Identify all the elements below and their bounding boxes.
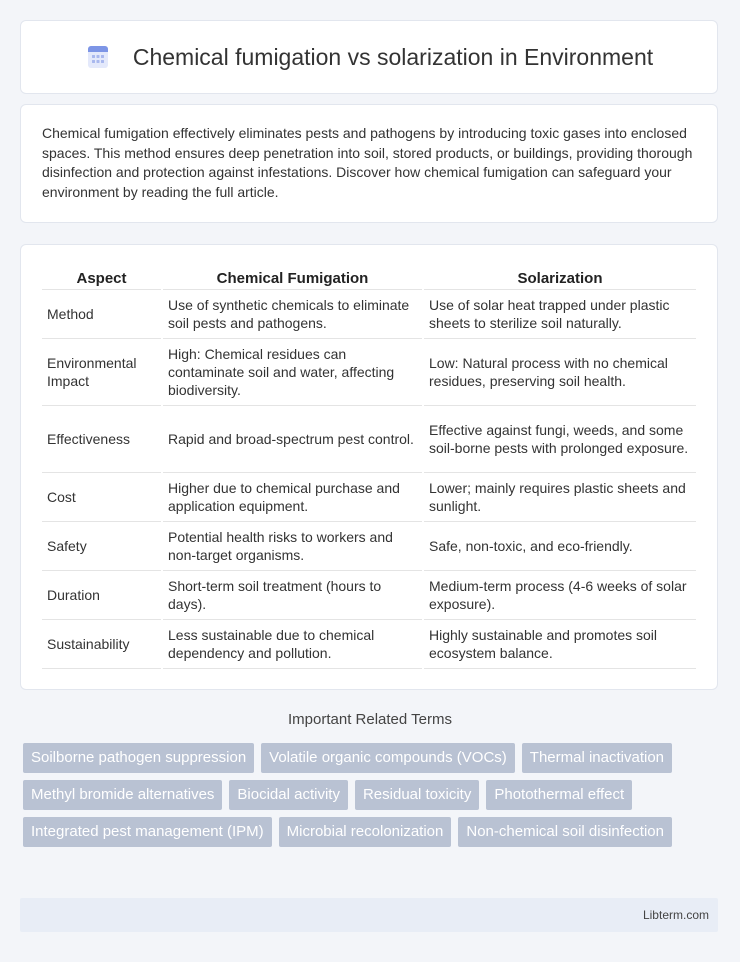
table-cell: Duration	[42, 571, 161, 620]
comparison-table	[40, 267, 698, 669]
related-terms-list	[23, 743, 723, 847]
table-header-row	[42, 267, 696, 290]
table-cell: Cost	[42, 473, 161, 522]
header-chemical-fumigation: Chemical Fumigation	[163, 267, 422, 290]
table-row	[42, 620, 696, 669]
comparison-card	[20, 244, 718, 690]
table-cell: Low: Natural process with no chemical residues, preserving soil health.	[424, 339, 696, 406]
page-title: Chemical fumigation vs solarization in Environment	[132, 43, 654, 70]
header-card	[20, 20, 718, 94]
intro-card	[20, 104, 718, 223]
related-term-tag[interactable]: Thermal inactivation	[522, 743, 672, 773]
table-cell: Safety	[42, 522, 161, 571]
table-row	[42, 339, 696, 406]
header-aspect: Aspect	[42, 267, 161, 290]
related-terms-title: Important Related Terms	[288, 711, 452, 728]
footer-brand-link[interactable]: Libterm.com	[642, 908, 709, 922]
table-cell: Use of synthetic chemicals to eliminate soil pests and pathogens.	[163, 290, 422, 339]
table-cell: Higher due to chemical purchase and application equipment.	[163, 473, 422, 522]
document-icon	[85, 44, 111, 70]
table-cell: Environmental Impact	[42, 339, 161, 406]
related-term-tag[interactable]: Microbial recolonization	[279, 817, 452, 847]
table-cell: Use of solar heat trapped under plastic sheets to sterilize soil naturally.	[424, 290, 696, 339]
table-row	[42, 406, 696, 473]
table-cell: Less sustainable due to chemical dependency and pollution.	[163, 620, 422, 669]
table-cell: Sustainability	[42, 620, 161, 669]
table-cell: Safe, non-toxic, and eco-friendly.	[424, 522, 696, 571]
table-cell: Potential health risks to workers and non-target organisms.	[163, 522, 422, 571]
table-row	[42, 290, 696, 339]
table-cell: Rapid and broad-spectrum pest control.	[163, 406, 422, 473]
related-term-tag[interactable]: Photothermal effect	[486, 780, 632, 810]
footer	[20, 898, 718, 932]
related-term-tag[interactable]: Residual toxicity	[355, 780, 479, 810]
table-cell: Highly sustainable and promotes soil ecosystem balance.	[424, 620, 696, 669]
header-solarization: Solarization	[424, 267, 696, 290]
table-cell: Method	[42, 290, 161, 339]
related-term-tag[interactable]: Integrated pest management (IPM)	[23, 817, 272, 847]
table-cell: Lower; mainly requires plastic sheets and sunlight.	[424, 473, 696, 522]
related-term-tag[interactable]: Volatile organic compounds (VOCs)	[261, 743, 515, 773]
table-row	[42, 571, 696, 620]
table-cell: Short-term soil treatment (hours to days).	[163, 571, 422, 620]
table-row	[42, 473, 696, 522]
intro-text: Chemical fumigation effectively eliminates pests and pathogens by introducing toxic gases into enclosed spaces. This method ensures deep penetration into soil, stored products, or buildings, providing thorough disinfection and protection against infestations. Discover how chemical fumigation can safeguard your environment by reading the full article.	[42, 125, 693, 200]
related-term-tag[interactable]: Biocidal activity	[229, 780, 348, 810]
table-row	[42, 522, 696, 571]
table-cell: Effective against fungi, weeds, and some soil-borne pests with prolonged exposure.	[424, 406, 696, 473]
related-term-tag[interactable]: Methyl bromide alternatives	[23, 780, 222, 810]
related-term-tag[interactable]: Soilborne pathogen suppression	[23, 743, 254, 773]
table-cell: Medium-term process (4-6 weeks of solar exposure).	[424, 571, 696, 620]
related-term-tag[interactable]: Non-chemical soil disinfection	[458, 817, 672, 847]
table-cell: Effectiveness	[42, 406, 161, 473]
table-cell: High: Chemical residues can contaminate soil and water, affecting biodiversity.	[163, 339, 422, 406]
